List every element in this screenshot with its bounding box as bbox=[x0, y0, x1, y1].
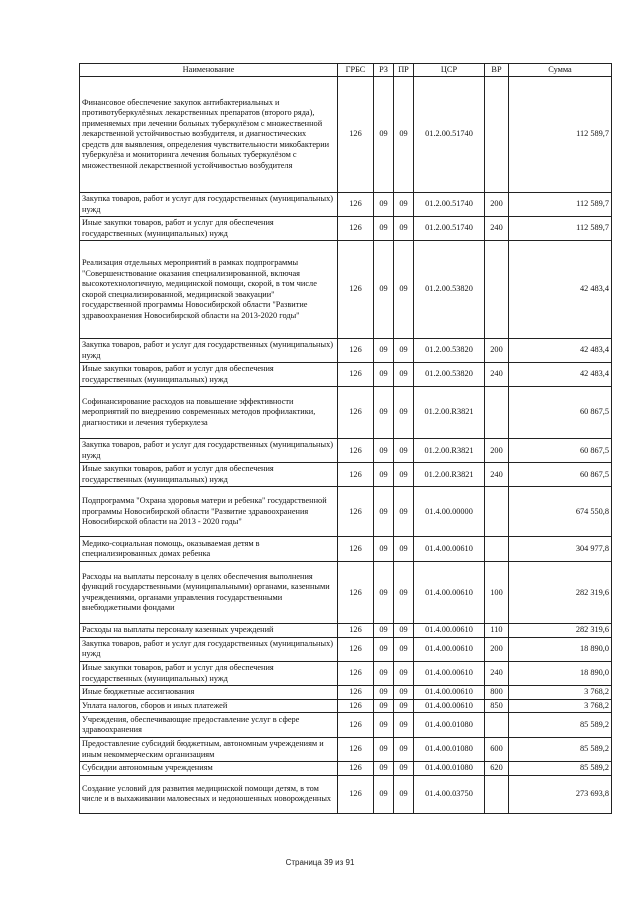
table-row bbox=[80, 193, 612, 217]
row-sum: 85 589,2 bbox=[509, 713, 612, 738]
row-grbs: 126 bbox=[338, 738, 374, 762]
row-rz: 09 bbox=[374, 686, 394, 700]
row-rz: 09 bbox=[374, 661, 394, 685]
row-pr: 09 bbox=[394, 339, 414, 363]
col-vr-header: ВР bbox=[485, 64, 509, 77]
row-name: Создание условий для развития медицинской помощи детям, в том числе и в выхаживании маловесных и недоношенных новорожденных bbox=[80, 775, 338, 813]
row-name: Закупка товаров, работ и услуг для государственных (муниципальных) нужд bbox=[80, 193, 338, 217]
row-rz: 09 bbox=[374, 562, 394, 624]
row-vr: 240 bbox=[485, 463, 509, 487]
row-rz: 09 bbox=[374, 637, 394, 661]
row-sum: 273 693,8 bbox=[509, 775, 612, 813]
row-pr: 09 bbox=[394, 637, 414, 661]
row-name: Уплата налогов, сборов и иных платежей bbox=[80, 699, 338, 713]
table-row bbox=[80, 637, 612, 661]
row-rz: 09 bbox=[374, 624, 394, 638]
table-row bbox=[80, 738, 612, 762]
row-sum: 304 977,8 bbox=[509, 537, 612, 562]
row-name: Предоставление субсидий бюджетным, автономным учреждениям и иным некоммерческим организациям bbox=[80, 738, 338, 762]
row-grbs: 126 bbox=[338, 624, 374, 638]
row-name: Иные закупки товаров, работ и услуг для обеспечения государственных (муниципальных) нужд bbox=[80, 661, 338, 685]
row-grbs: 126 bbox=[338, 193, 374, 217]
table-row bbox=[80, 775, 612, 813]
row-pr: 09 bbox=[394, 686, 414, 700]
row-csr: 01.2.00.51740 bbox=[414, 217, 485, 241]
row-sum: 60 867,5 bbox=[509, 439, 612, 463]
row-vr bbox=[485, 77, 509, 193]
row-vr: 200 bbox=[485, 637, 509, 661]
table-row bbox=[80, 562, 612, 624]
row-rz: 09 bbox=[374, 387, 394, 439]
row-grbs: 126 bbox=[338, 217, 374, 241]
col-name-header: Наименование bbox=[80, 64, 338, 77]
row-csr: 01.4.00.00610 bbox=[414, 537, 485, 562]
row-sum: 112 589,7 bbox=[509, 77, 612, 193]
table-row bbox=[80, 339, 612, 363]
row-vr: 620 bbox=[485, 762, 509, 776]
row-name: Софинансирование расходов на повышение эффективности мероприятий по внедрению современных методов профилактики, диагностики и лечения туберкулеза bbox=[80, 387, 338, 439]
row-rz: 09 bbox=[374, 699, 394, 713]
row-grbs: 126 bbox=[338, 762, 374, 776]
row-grbs: 126 bbox=[338, 463, 374, 487]
row-sum: 3 768,2 bbox=[509, 686, 612, 700]
row-pr: 09 bbox=[394, 762, 414, 776]
row-sum: 282 319,6 bbox=[509, 624, 612, 638]
row-pr: 09 bbox=[394, 713, 414, 738]
row-pr: 09 bbox=[394, 738, 414, 762]
table-row bbox=[80, 699, 612, 713]
table-row bbox=[80, 439, 612, 463]
row-csr: 01.2.00.R3821 bbox=[414, 387, 485, 439]
row-csr: 01.2.00.51740 bbox=[414, 193, 485, 217]
table-row bbox=[80, 363, 612, 387]
row-csr: 01.2.00.53820 bbox=[414, 363, 485, 387]
row-pr: 09 bbox=[394, 241, 414, 339]
table-row bbox=[80, 217, 612, 241]
row-grbs: 126 bbox=[338, 775, 374, 813]
row-csr: 01.2.00.51740 bbox=[414, 77, 485, 193]
row-vr: 240 bbox=[485, 661, 509, 685]
table-row bbox=[80, 487, 612, 537]
row-rz: 09 bbox=[374, 738, 394, 762]
row-sum: 18 890,0 bbox=[509, 661, 612, 685]
row-sum: 42 483,4 bbox=[509, 339, 612, 363]
row-rz: 09 bbox=[374, 241, 394, 339]
row-csr: 01.4.00.00610 bbox=[414, 637, 485, 661]
table-row bbox=[80, 77, 612, 193]
table-row bbox=[80, 661, 612, 685]
row-pr: 09 bbox=[394, 661, 414, 685]
table-row bbox=[80, 713, 612, 738]
row-sum: 42 483,4 bbox=[509, 241, 612, 339]
header-row bbox=[80, 64, 612, 77]
table-row bbox=[80, 463, 612, 487]
row-vr: 100 bbox=[485, 562, 509, 624]
row-vr: 200 bbox=[485, 439, 509, 463]
row-vr: 850 bbox=[485, 699, 509, 713]
row-rz: 09 bbox=[374, 713, 394, 738]
row-grbs: 126 bbox=[338, 562, 374, 624]
row-csr: 01.4.00.01080 bbox=[414, 738, 485, 762]
row-pr: 09 bbox=[394, 487, 414, 537]
table-row bbox=[80, 686, 612, 700]
col-rz-header: РЗ bbox=[374, 64, 394, 77]
row-grbs: 126 bbox=[338, 77, 374, 193]
row-rz: 09 bbox=[374, 463, 394, 487]
row-csr: 01.4.00.00000 bbox=[414, 487, 485, 537]
row-sum: 85 589,2 bbox=[509, 762, 612, 776]
row-sum: 42 483,4 bbox=[509, 363, 612, 387]
row-rz: 09 bbox=[374, 339, 394, 363]
col-csr-header: ЦСР bbox=[414, 64, 485, 77]
row-grbs: 126 bbox=[338, 363, 374, 387]
table-row bbox=[80, 624, 612, 638]
row-name: Закупка товаров, работ и услуг для государственных (муниципальных) нужд bbox=[80, 637, 338, 661]
table-row bbox=[80, 387, 612, 439]
row-pr: 09 bbox=[394, 363, 414, 387]
row-pr: 09 bbox=[394, 77, 414, 193]
row-pr: 09 bbox=[394, 537, 414, 562]
row-pr: 09 bbox=[394, 439, 414, 463]
row-rz: 09 bbox=[374, 439, 394, 463]
table-row bbox=[80, 537, 612, 562]
row-grbs: 126 bbox=[338, 661, 374, 685]
row-sum: 674 550,8 bbox=[509, 487, 612, 537]
row-vr: 240 bbox=[485, 363, 509, 387]
col-sum-header: Сумма bbox=[509, 64, 612, 77]
row-sum: 112 589,7 bbox=[509, 193, 612, 217]
row-name: Финансовое обеспечение закупок антибактериальных и противотуберкулёзных лекарственных препаратов (второго ряда), применяемых при лечении больных туберкулёзом с множественной лекарственной устойчивостью возбудителя, и диагностических средств для выявления, определения чувствительности микобактерии туберкулёза и мониторинга лечения больных туберкулёзом с множественной лекарственной устойчивостью возбудителя bbox=[80, 77, 338, 193]
row-csr: 01.4.00.00610 bbox=[414, 624, 485, 638]
row-name: Подпрограмма "Охрана здоровья матери и ребенка" государственной программы Новосибирской области "Развитие здравоохранения Новосибирской области на 2013 - 2020 годы" bbox=[80, 487, 338, 537]
row-sum: 60 867,5 bbox=[509, 387, 612, 439]
row-name: Расходы на выплаты персоналу в целях обеспечения выполнения функций государственными (муниципальными) органами, казенными учреждениями, органами управления государственными внебюджетными фондами bbox=[80, 562, 338, 624]
row-vr bbox=[485, 537, 509, 562]
row-pr: 09 bbox=[394, 562, 414, 624]
col-pr-header: ПР bbox=[394, 64, 414, 77]
row-sum: 3 768,2 bbox=[509, 699, 612, 713]
row-sum: 282 319,6 bbox=[509, 562, 612, 624]
row-name: Субсидии автономным учреждениям bbox=[80, 762, 338, 776]
row-name: Реализация отдельных мероприятий в рамках подпрограммы "Совершенствование оказания специализированной, включая высокотехнологичную, медицинской помощи, скорой, в том числе скорой специализированной, медицинской эвакуации" государственной программы Новосибирской области "Развитие здравоохранения Новосибирской области на 2013-2020 годы" bbox=[80, 241, 338, 339]
row-vr: 110 bbox=[485, 624, 509, 638]
page-number: Страница 39 из 91 bbox=[285, 858, 355, 867]
col-grbs-header: ГРБС bbox=[338, 64, 374, 77]
row-name: Учреждения, обеспечивающие предоставление услуг в сфере здравоохранения bbox=[80, 713, 338, 738]
row-vr: 800 bbox=[485, 686, 509, 700]
row-grbs: 126 bbox=[338, 637, 374, 661]
row-vr bbox=[485, 387, 509, 439]
budget-table bbox=[79, 63, 612, 814]
row-grbs: 126 bbox=[338, 699, 374, 713]
row-pr: 09 bbox=[394, 193, 414, 217]
row-vr bbox=[485, 775, 509, 813]
row-sum: 18 890,0 bbox=[509, 637, 612, 661]
row-rz: 09 bbox=[374, 762, 394, 776]
row-csr: 01.2.00.53820 bbox=[414, 241, 485, 339]
row-rz: 09 bbox=[374, 77, 394, 193]
row-csr: 01.4.00.03750 bbox=[414, 775, 485, 813]
row-name: Медико-социальная помощь, оказываемая детям в специализированных домах ребенка bbox=[80, 537, 338, 562]
row-rz: 09 bbox=[374, 193, 394, 217]
row-name: Иные закупки товаров, работ и услуг для обеспечения государственных (муниципальных) нужд bbox=[80, 463, 338, 487]
row-sum: 60 867,5 bbox=[509, 463, 612, 487]
row-pr: 09 bbox=[394, 775, 414, 813]
row-sum: 85 589,2 bbox=[509, 738, 612, 762]
row-sum: 112 589,7 bbox=[509, 217, 612, 241]
row-pr: 09 bbox=[394, 463, 414, 487]
row-name: Закупка товаров, работ и услуг для государственных (муниципальных) нужд bbox=[80, 439, 338, 463]
row-grbs: 126 bbox=[338, 487, 374, 537]
row-vr bbox=[485, 713, 509, 738]
row-grbs: 126 bbox=[338, 387, 374, 439]
row-name: Расходы на выплаты персоналу казенных учреждений bbox=[80, 624, 338, 638]
row-pr: 09 bbox=[394, 699, 414, 713]
row-csr: 01.4.00.00610 bbox=[414, 686, 485, 700]
row-grbs: 126 bbox=[338, 339, 374, 363]
row-vr: 240 bbox=[485, 217, 509, 241]
row-name: Иные закупки товаров, работ и услуг для обеспечения государственных (муниципальных) нужд bbox=[80, 363, 338, 387]
row-name: Иные закупки товаров, работ и услуг для обеспечения государственных (муниципальных) нужд bbox=[80, 217, 338, 241]
row-grbs: 126 bbox=[338, 686, 374, 700]
row-grbs: 126 bbox=[338, 241, 374, 339]
row-csr: 01.4.00.00610 bbox=[414, 699, 485, 713]
row-rz: 09 bbox=[374, 487, 394, 537]
row-csr: 01.4.00.01080 bbox=[414, 713, 485, 738]
table-row bbox=[80, 762, 612, 776]
table-row bbox=[80, 241, 612, 339]
row-rz: 09 bbox=[374, 363, 394, 387]
row-vr: 600 bbox=[485, 738, 509, 762]
row-grbs: 126 bbox=[338, 439, 374, 463]
row-csr: 01.4.00.01080 bbox=[414, 762, 485, 776]
row-csr: 01.2.00.R3821 bbox=[414, 463, 485, 487]
row-csr: 01.4.00.00610 bbox=[414, 661, 485, 685]
row-csr: 01.2.00.53820 bbox=[414, 339, 485, 363]
row-grbs: 126 bbox=[338, 713, 374, 738]
row-vr bbox=[485, 487, 509, 537]
row-name: Иные бюджетные ассигнования bbox=[80, 686, 338, 700]
row-csr: 01.2.00.R3821 bbox=[414, 439, 485, 463]
row-pr: 09 bbox=[394, 624, 414, 638]
row-rz: 09 bbox=[374, 217, 394, 241]
row-rz: 09 bbox=[374, 537, 394, 562]
row-grbs: 126 bbox=[338, 537, 374, 562]
row-vr bbox=[485, 241, 509, 339]
row-csr: 01.4.00.00610 bbox=[414, 562, 485, 624]
row-pr: 09 bbox=[394, 217, 414, 241]
row-vr: 200 bbox=[485, 339, 509, 363]
row-name: Закупка товаров, работ и услуг для государственных (муниципальных) нужд bbox=[80, 339, 338, 363]
row-rz: 09 bbox=[374, 775, 394, 813]
row-vr: 200 bbox=[485, 193, 509, 217]
row-pr: 09 bbox=[394, 387, 414, 439]
